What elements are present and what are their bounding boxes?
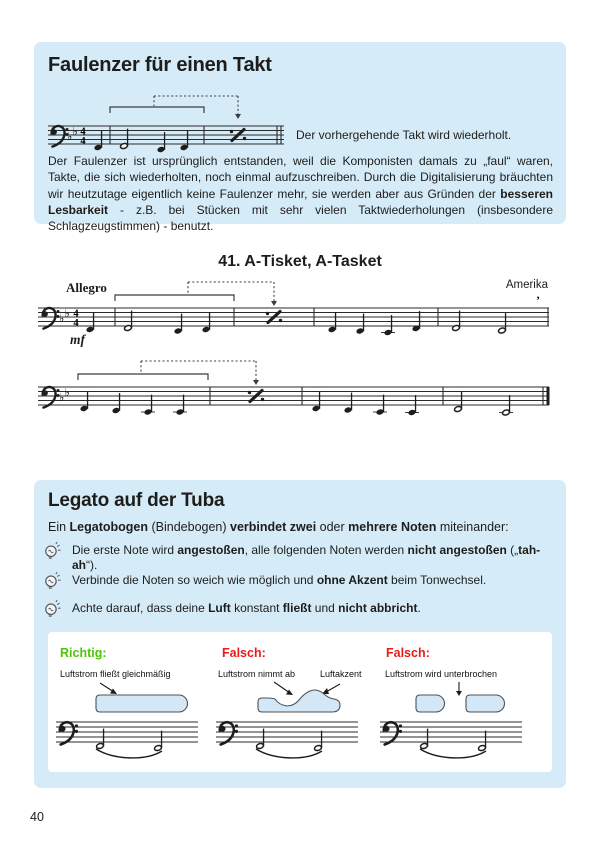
bullet-seg: Verbinde die Noten so weich wie möglich und [72,573,317,587]
bullet-text [72,599,421,616]
airflow-shape-steady [96,695,188,712]
faulenzer-info-box [34,42,566,234]
intro-seg: (Bindebogen) [148,520,231,534]
bass-clef-icon [52,126,69,147]
repeat-arrow-dotted [188,282,277,306]
song-staff-system-1 [38,274,552,354]
example-label-wrong-1: Falsch: [222,646,266,660]
intro-seg: miteinander: [436,520,509,534]
bass-clef-icon [43,308,60,329]
legato-bullet-1 [44,541,554,573]
staff-lines [38,387,549,405]
bullet-seg-bold: ohne Akzent [316,573,388,587]
caption-air-accent: Luftakzent [320,669,362,679]
bullet-seg-bold: nicht abbricht [338,601,418,615]
example-label-correct: Richtig: [60,646,107,660]
caption-decreasing-airflow: Luftstrom nimmt ab [218,669,296,679]
paragraph-part-1: Der Faulenzer ist ursprünglich entstanden, weil die Komponisten damals zu „faul“ waren, Takte, die sich wiederholten, noch einmal aufzuschreiben. Durch die Digitalisierung bräuchten wir heutzutage eigentlich keine Faulenzer mehr, sie werden aber aus Gründen der [48,154,553,201]
bullet-seg-bold: tah-ah [72,543,541,572]
bullet-seg-bold: nicht angestoßen [407,543,507,557]
key-flat-2: ♭ [72,125,78,138]
bullet-seg-bold: angestoßen [177,543,245,557]
bullet-seg: . [417,601,421,615]
example-label-wrong-2: Falsch: [386,646,430,660]
example-correct-figure [56,682,206,762]
page-number: 40 [30,810,44,824]
legato-bullet-3 [44,599,554,619]
tempo-marking: Allegro [66,280,107,295]
intro-seg-bold: verbindet zwei [230,520,317,534]
bass-clef-icon [43,387,60,408]
bullet-seg: konstant [230,601,283,615]
legato-info-box [34,480,566,788]
time-signature-bottom: 4 [80,135,86,147]
lightbulb-icon [44,599,62,619]
bullet-seg-bold: fließt [282,601,312,615]
caption-steady-airflow: Luftstrom fließt gleichmäßig [60,669,171,679]
paragraph-bold: besseren Lesbarkeit [48,186,553,217]
key-flat-1: ♭ [59,391,65,404]
legato-title: Legato auf der Tuba [48,490,225,511]
song-origin: Amerika [505,279,548,291]
intro-seg: Ein [48,520,70,534]
repeat-arrow-dotted [141,361,259,385]
intro-seg: oder [316,520,349,534]
airflow-shape-part-2 [466,695,505,712]
lightbulb-icon [44,571,62,591]
repeat-source-bracket [78,374,208,380]
time-signature-top: 4 [80,126,86,138]
bass-clef-icon [60,722,78,744]
bass-clef-icon [220,722,238,744]
key-flat-1: ♭ [59,312,65,325]
dynamic-marking: mf [70,332,85,347]
caption-interrupted-airflow: Luftstrom wird unterbrochen [385,669,498,679]
slur [96,749,162,758]
faulenzer-paragraph [48,153,553,234]
bullet-seg: , alle folgenden Noten werden [244,543,408,557]
time-signature-bottom: 4 [73,317,79,329]
legato-examples-panel [48,632,552,772]
bullet-seg: („ [506,543,519,557]
key-flat-2: ♭ [64,386,70,399]
time-signature-top: 4 [73,308,79,320]
song-title: 41. A-Tisket, A-Tasket [218,253,382,270]
bullet-text [72,541,554,573]
repeat-source-bracket [110,107,204,113]
lightbulb-icon [44,541,62,561]
bullet-seg-bold: Luft [208,601,231,615]
intro-seg-bold: mehrere Noten [348,520,437,534]
bullet-seg: und [311,601,339,615]
bullet-seg: “). [86,558,98,572]
bullet-seg: Die erste Note wird [72,543,178,557]
legato-bullet-2 [44,571,554,591]
repeat-source-bracket [115,295,234,301]
bullet-text [72,571,486,588]
intro-seg-bold: Legatobogen [69,520,149,534]
example-wrong-accent-figure [216,682,366,762]
bullet-seg: Achte darauf, dass deine [72,601,209,615]
song-staff-system-2 [38,352,552,428]
key-flat-2: ♭ [64,307,70,320]
bullet-seg: beim Tonwechsel. [387,573,487,587]
example-wrong-interrupted-figure [380,682,530,762]
key-flat-1: ♭ [67,130,73,143]
faulenzer-caption: Der vorhergehende Takt wird wiederholt. [296,128,512,142]
slur [256,749,322,758]
slur [420,749,486,758]
paragraph-part-2: - z.B. bei Stücken mit sehr vielen Taktwiederholungen (insbesondere Schlagzeugstimmen) - benutzt. [48,202,553,234]
faulenzer-example-staff [46,88,286,160]
bass-clef-icon [384,722,402,744]
legato-intro [48,520,509,534]
breath-mark: ’ [536,293,540,307]
airflow-shape-part-1 [416,695,445,712]
faulenzer-title: Faulenzer für einen Takt [48,54,272,76]
